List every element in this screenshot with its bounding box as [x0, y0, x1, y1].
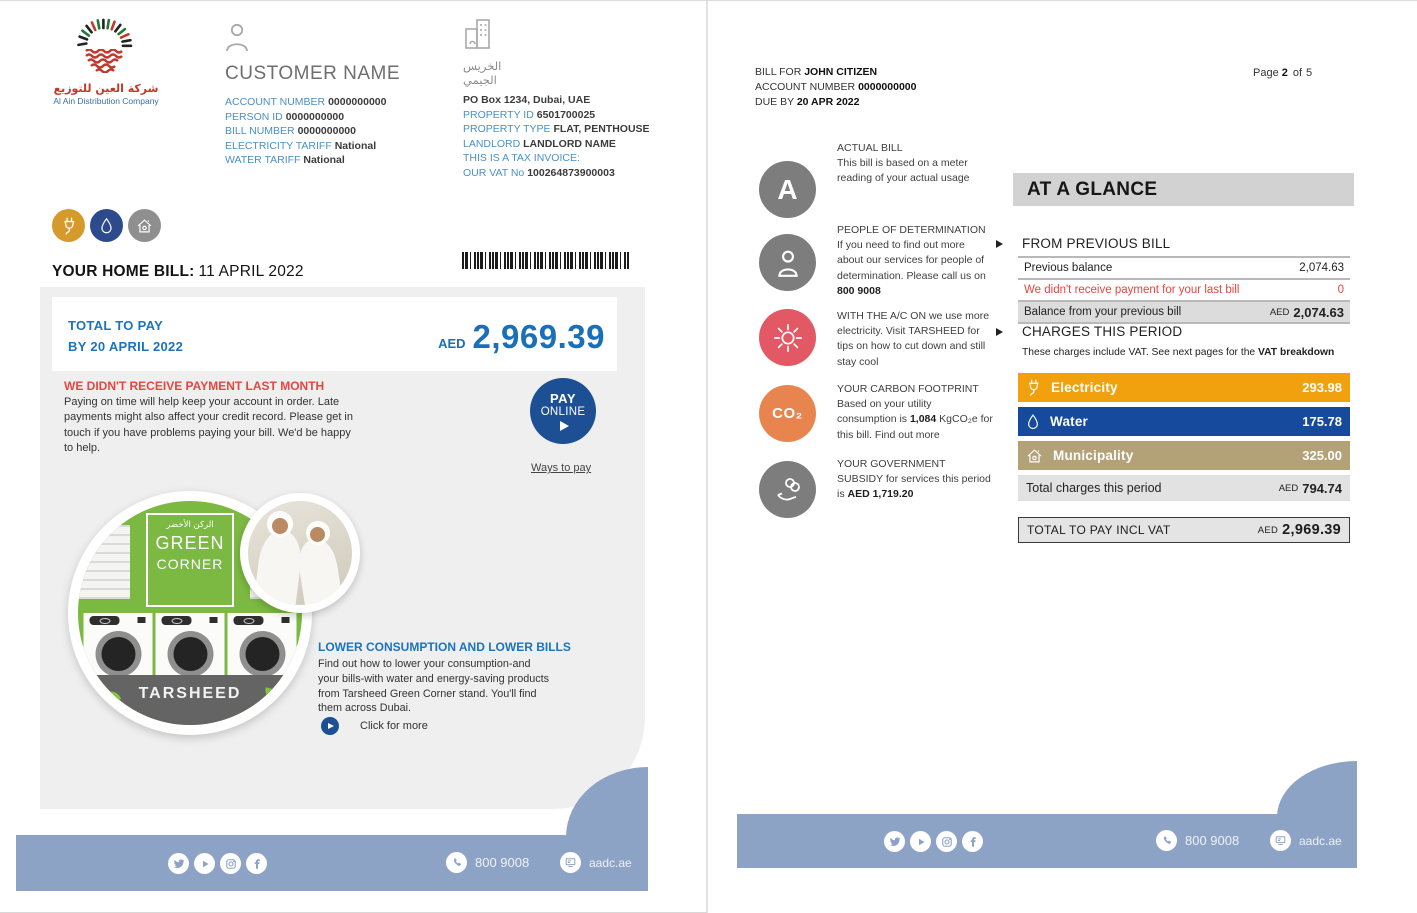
- website-icon[interactable]: [1270, 830, 1291, 851]
- section-marker-icon: [996, 328, 1003, 336]
- company-name-arabic: شركة العين للتوزيع: [53, 82, 159, 95]
- previous-bill-section-title: FROM PREVIOUS BILL: [1022, 236, 1171, 251]
- vat-note: These charges include VAT. See next pages for the VAT breakdown: [1022, 347, 1335, 358]
- phone-number: 800 9008: [475, 855, 530, 870]
- previous-bill-table: [1018, 256, 1350, 324]
- people-of-determination-text: PEOPLE OF DETERMINATION If you need to find out more about our services for people of determination. Please call us on 800 9008: [837, 224, 986, 297]
- instagram-icon[interactable]: [220, 853, 241, 874]
- facebook-icon[interactable]: [962, 831, 983, 852]
- home-bill-title: YOUR HOME BILL: 11 APRIL 2022: [52, 263, 304, 280]
- actual-bill-icon: A: [759, 161, 816, 218]
- click-for-more-icon[interactable]: [321, 717, 339, 735]
- social-icons: [884, 831, 983, 852]
- field-address: PO Box 1234, Dubai, UAE: [463, 94, 591, 106]
- phone-icon: [1156, 830, 1177, 851]
- twitter-icon[interactable]: [168, 853, 189, 874]
- charges-section-title: CHARGES THIS PERIOD: [1022, 324, 1183, 339]
- website-contact: [1270, 830, 1342, 851]
- table-row-missed-payment: We didn't receive payment for your last bill 0: [1018, 278, 1350, 300]
- municipality-icon: [128, 209, 161, 242]
- total-charges-row: Total charges this period AED 794.74: [1018, 475, 1350, 501]
- green-corner-sign: الركن الأخضر GREEN CORNER: [146, 513, 234, 607]
- field-water-tariff: WATER TARIFF National: [225, 154, 345, 167]
- charge-bar-water: Water 175.78: [1018, 407, 1350, 436]
- barcode: [462, 252, 630, 269]
- total-amount: [438, 318, 605, 356]
- facebook-icon[interactable]: [246, 853, 267, 874]
- field-tax-invoice: THIS IS A TAX INVOICE:: [463, 152, 580, 165]
- co2-icon: CO₂: [759, 385, 816, 442]
- promo-photo: [240, 493, 360, 613]
- company-logo: [50, 13, 162, 106]
- social-icons: [168, 853, 267, 874]
- field-account-number: ACCOUNT NUMBER 0000000000: [225, 96, 387, 108]
- sun-icon: [759, 309, 816, 366]
- due-line: DUE BY 20 APR 2022: [755, 96, 860, 109]
- pay-online-button[interactable]: PAY ONLINE: [530, 378, 596, 444]
- actual-bill-text: ACTUAL BILL This bill is based on a meter reading of your actual usage: [837, 142, 970, 185]
- click-for-more-label[interactable]: Click for more: [360, 720, 428, 732]
- footer-swoosh: [1277, 761, 1357, 817]
- website-contact: [560, 852, 632, 873]
- washing-machines: [84, 613, 297, 679]
- payment-notice-heading: WE DIDN'T RECEIVE PAYMENT LAST MONTH: [64, 379, 325, 393]
- at-a-glance-banner: AT A GLANCE: [1013, 173, 1354, 206]
- water-icon: [1026, 413, 1040, 430]
- promo-heading: LOWER CONSUMPTION AND LOWER BILLS: [318, 640, 571, 654]
- carbon-footprint-text: YOUR CARBON FOOTPRINT Based on your utility consumption is 1,084 KgCO₂e for this bill. Find out more: [837, 383, 993, 441]
- account-line: ACCOUNT NUMBER 0000000000: [755, 81, 917, 94]
- table-row-previous-balance: Previous balance 2,074.63: [1018, 256, 1350, 278]
- section-marker-icon: [996, 240, 1003, 248]
- company-logo-emblem: [74, 13, 138, 75]
- electricity-icon: [1026, 379, 1041, 396]
- bill-for-line: BILL FOR JOHN CITIZEN: [755, 66, 878, 78]
- property-fields: [463, 93, 678, 181]
- grand-total-row: TOTAL TO PAY INCL VAT AED 2,969.39: [1018, 517, 1350, 543]
- property-block: [463, 17, 678, 181]
- water-icon: [90, 209, 123, 242]
- currency-label: AED: [438, 336, 466, 351]
- charge-bar-municipality: Municipality 325.00: [1018, 441, 1350, 470]
- subsidy-hand-icon: [759, 461, 816, 518]
- field-bill-number: BILL NUMBER 0000000000: [225, 125, 356, 138]
- ways-to-pay-link[interactable]: Ways to pay: [531, 462, 592, 474]
- field-property-type: PROPERTY TYPE FLAT, PENTHOUSE: [463, 123, 650, 136]
- company-name-english: Al Ain Distribution Company: [53, 96, 159, 106]
- property-arabic: الخريس الجيمي: [463, 59, 502, 87]
- bill-page-2: [707, 1, 1417, 913]
- amount-value: 2,969.39: [472, 318, 605, 355]
- page-indicator: Page 2 of 5: [1253, 67, 1313, 79]
- customer-name-title: CUSTOMER NAME: [225, 63, 401, 84]
- website-url[interactable]: aadc.ae: [1299, 833, 1342, 848]
- subsidy-text: YOUR GOVERNMENT SUBSIDY for services this period is AED 1,719.20: [837, 458, 991, 501]
- youtube-icon[interactable]: [910, 831, 931, 852]
- promo-body: Find out how to lower your consumption-and your bills-with water and energy-saving products from Tarsheed Green Corner stand. You'll find them across Dubai.: [318, 658, 550, 715]
- footer-band: [16, 835, 648, 891]
- field-person-id: PERSON ID 0000000000: [225, 110, 345, 123]
- customer-block: [225, 23, 455, 168]
- bill-page-1: [0, 1, 707, 913]
- instagram-icon[interactable]: [936, 831, 957, 852]
- payment-notice-body: Paying on time will help keep your account in order. Late payments might also affect your credit record. Please get in touch if you have problems paying your bill. We'd be happy to help.: [64, 396, 353, 454]
- twitter-icon[interactable]: [884, 831, 905, 852]
- machine-top-left: [72, 525, 130, 599]
- charge-bar-electricity: Electricity 293.98: [1018, 373, 1350, 402]
- field-vat-no: OUR VAT No 100264873900003: [463, 166, 615, 179]
- phone-number: 800 9008: [1185, 833, 1240, 848]
- field-electricity-tariff: ELECTRICITY TARIFF National: [225, 139, 377, 152]
- website-icon[interactable]: [560, 852, 581, 873]
- person-icon: [225, 23, 249, 52]
- service-icons: [52, 209, 161, 242]
- charges-bars: [1018, 373, 1350, 475]
- table-row-balance-previous: Balance from your previous bill AED 2,074.63: [1018, 300, 1350, 322]
- phone-contact: [446, 852, 529, 873]
- customer-fields: [225, 95, 455, 168]
- ac-tip-text: WITH THE A/C ON we use more electricity. Visit TARSHEED for tips on how to cut down and still stay cool: [837, 310, 990, 368]
- tarsheed-banner: TARSHEED: [78, 675, 302, 725]
- phone-icon: [446, 852, 467, 873]
- people-of-determination-icon: [759, 234, 816, 291]
- field-property-id: PROPERTY ID 6501700025: [463, 108, 596, 121]
- website-url[interactable]: aadc.ae: [589, 855, 632, 870]
- municipality-icon: [1026, 448, 1043, 464]
- electricity-icon: [52, 209, 85, 242]
- play-icon: [560, 421, 569, 431]
- youtube-icon[interactable]: [194, 853, 215, 874]
- phone-contact: [1156, 830, 1239, 851]
- footer-band: [737, 814, 1357, 868]
- total-to-pay-label: TOTAL TO PAY BY 20 APRIL 2022: [68, 318, 184, 354]
- building-icon: [463, 17, 493, 50]
- bill-recipient-header: [755, 65, 916, 111]
- field-landlord: LANDLORD LANDLORD NAME: [463, 137, 616, 150]
